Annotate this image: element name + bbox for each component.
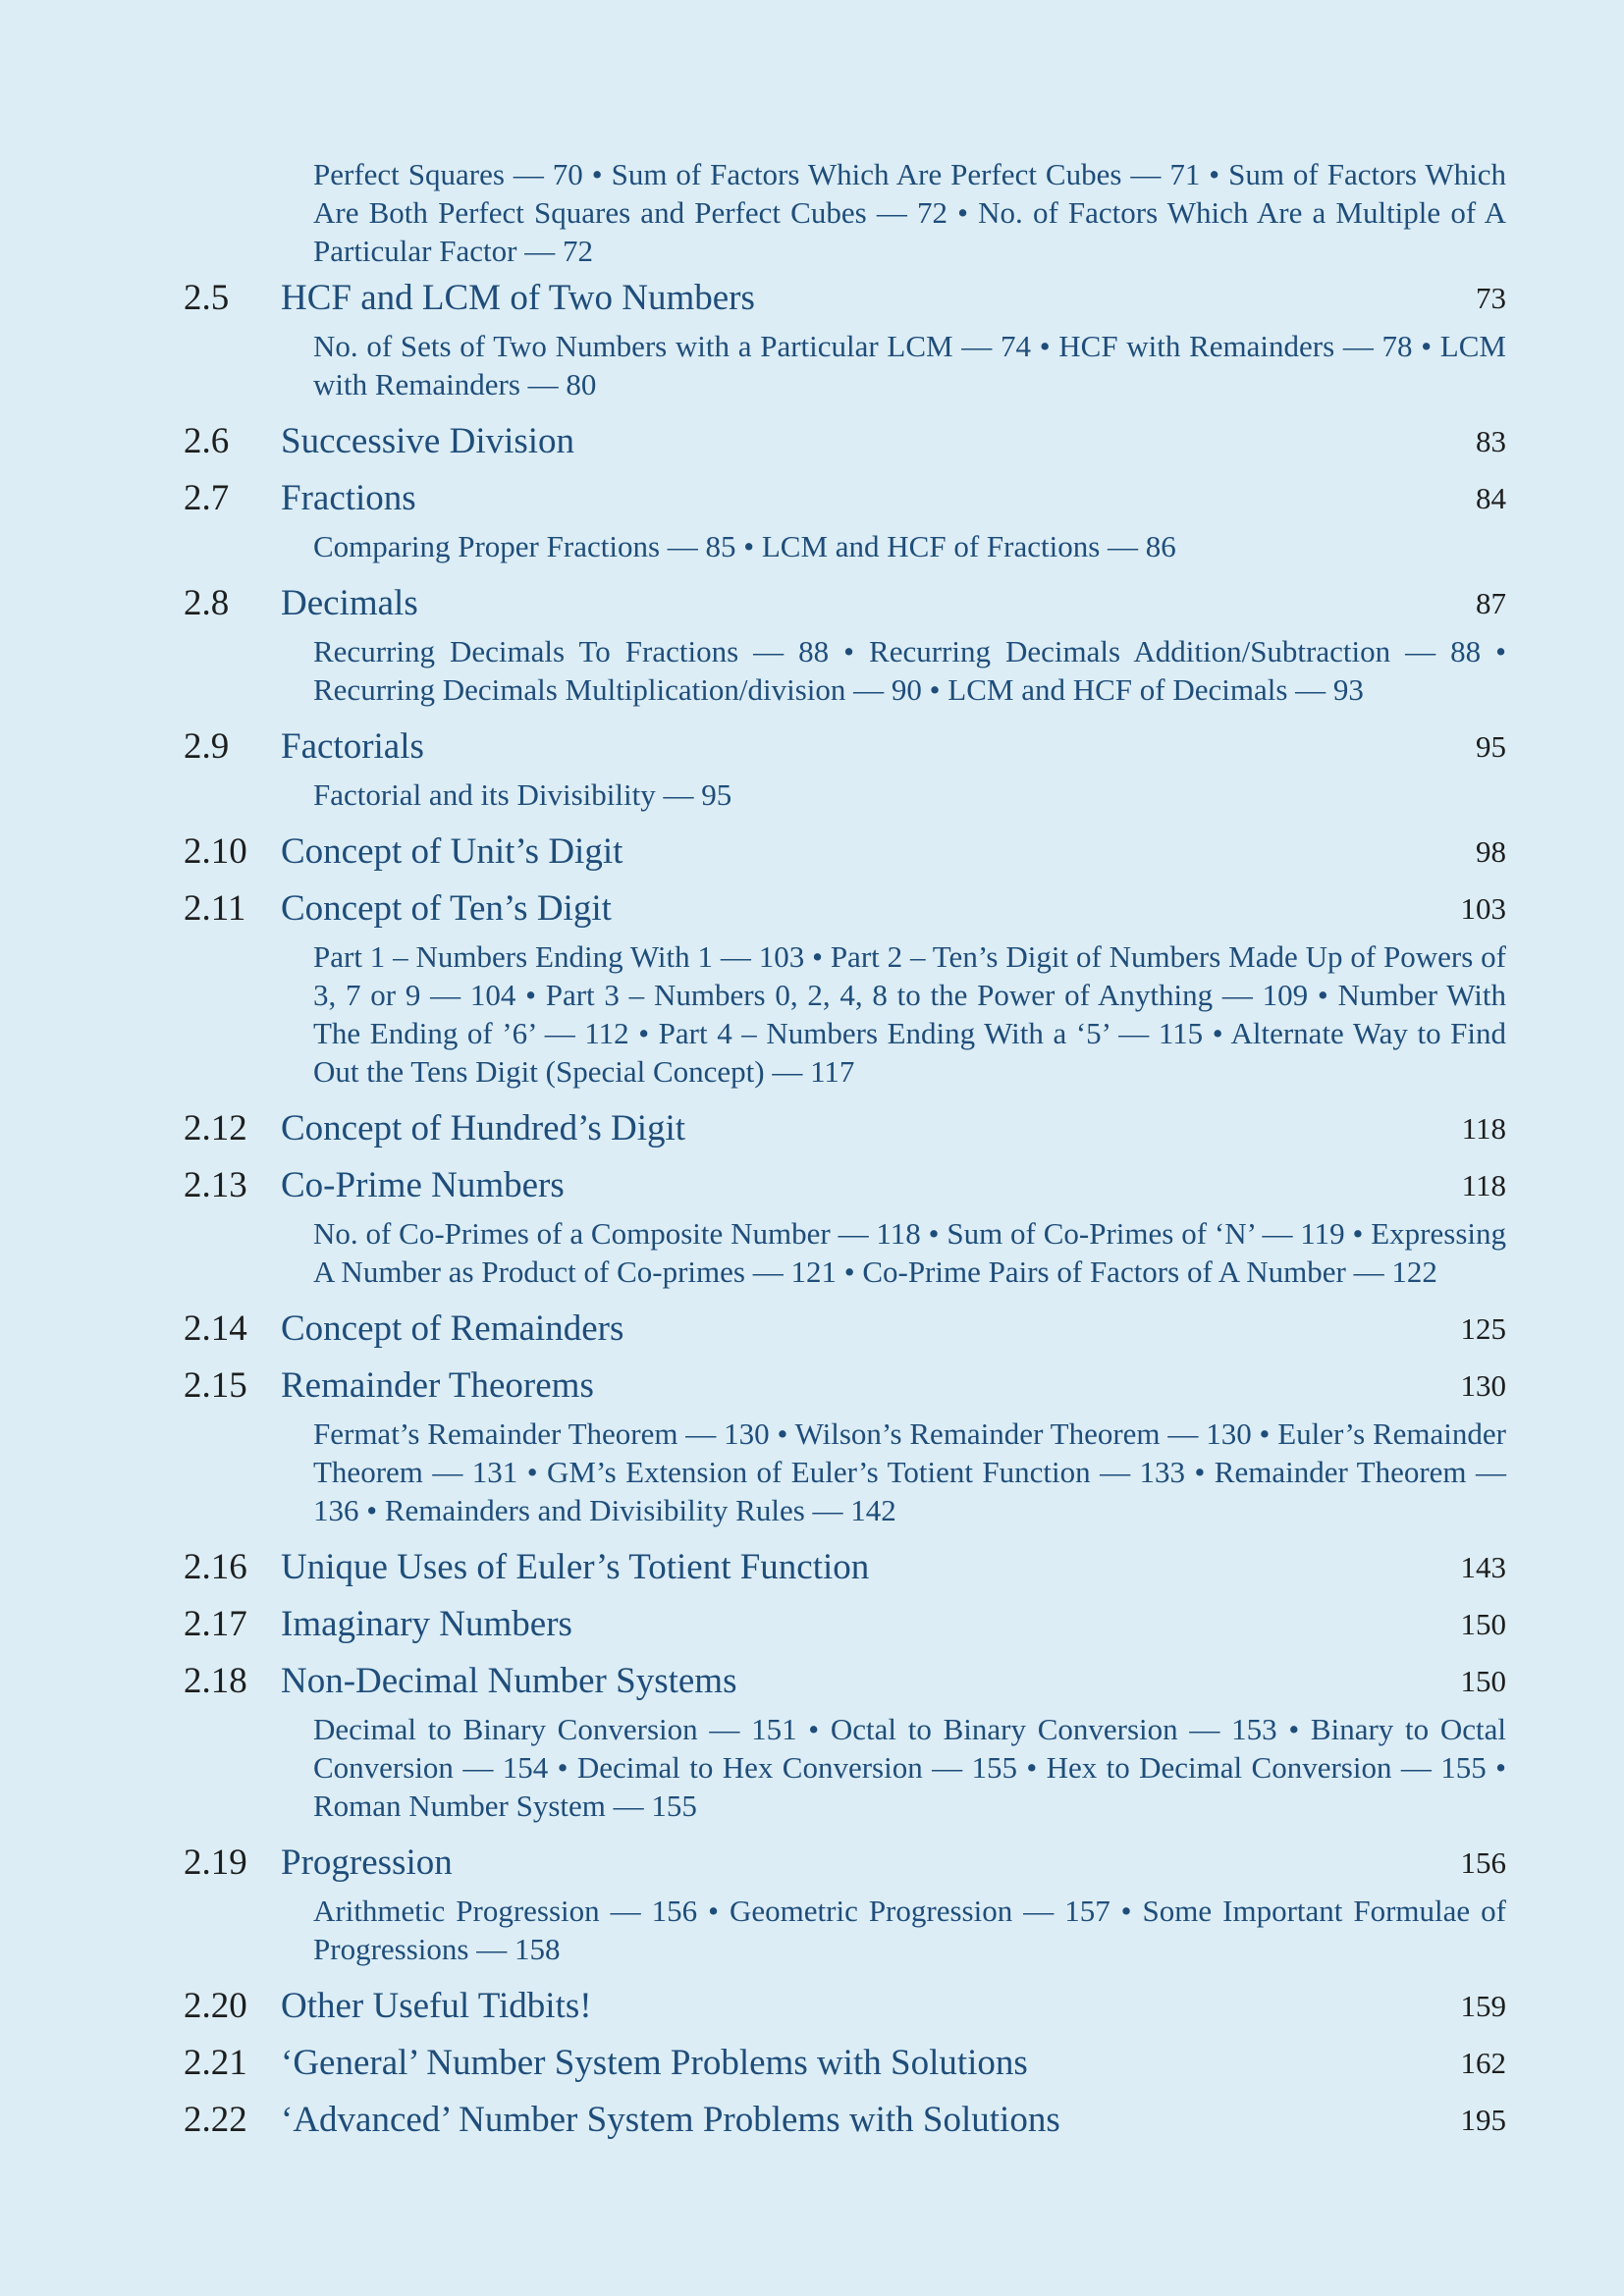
toc-entry-heading: [0, 1835, 1624, 1892]
page-number: 103: [1460, 891, 1506, 926]
toc-entry-heading: [0, 1358, 1624, 1415]
section-title: Concept of Hundred’s Digit: [281, 1108, 686, 1148]
section-title: Unique Uses of Euler’s Totient Function: [281, 1547, 870, 1587]
toc-entry-heading: [0, 824, 1624, 881]
section-title: ‘General’ Number System Problems with Solutions: [281, 2043, 1028, 2083]
page-number: 118: [1461, 1168, 1506, 1202]
subtopic-list: Comparing Proper Fractions — 85 • LCM and HCF of Fractions — 86: [313, 529, 1176, 563]
toc-entry: [0, 1539, 1624, 1596]
section-title: Non-Decimal Number Systems: [281, 1661, 737, 1701]
toc-entry-heading: [0, 1653, 1624, 1710]
subtopic-list: Fermat’s Remainder Theorem — 130 • Wilson’s Remainder Theorem — 130 • Euler’s Remainder Theorem — 131 • GM’s Extension of Euler’s Totient Function — 133 • Remainder Theorem — 136 • Remainders and Divisibility Rules — 142: [313, 1416, 1506, 1527]
toc-entry: [0, 824, 1624, 881]
section-title: Co-Prime Numbers: [281, 1165, 565, 1205]
section-title: Progression: [281, 1842, 453, 1883]
page-number: 87: [1476, 586, 1506, 620]
continued-subtopics: Perfect Squares — 70 • Sum of Factors Which Are Perfect Cubes — 71 • Sum of Factors Which Are Both Perfect Squares and Perfect Cubes — 72 • No. of Factors Which Are a Multiple of A Particular Factor — 72: [313, 157, 1506, 268]
section-title: Other Useful Tidbits!: [281, 1986, 592, 2026]
toc-entry-heading: [0, 1978, 1624, 2035]
page-number: 95: [1476, 729, 1506, 764]
section-number: 2.9: [184, 726, 230, 767]
toc-entry: [0, 1157, 1624, 1301]
toc-entry-heading: [0, 413, 1624, 470]
table-of-contents: [0, 155, 1624, 2149]
page-number: 118: [1461, 1111, 1506, 1146]
toc-entry: [0, 470, 1624, 575]
section-title: Concept of Unit’s Digit: [281, 831, 623, 872]
section-number: 2.11: [184, 888, 246, 929]
toc-entry: [0, 1301, 1624, 1358]
section-title: Successive Division: [281, 421, 575, 461]
section-number: 2.17: [184, 1604, 247, 1644]
subtopic-list: Decimal to Binary Conversion — 151 • Octal to Binary Conversion — 153 • Binary to Octal Conversion — 154 • Decimal to Hex Conversion — 155 • Hex to Decimal Conversion — 155 • Roman Number System — 155: [313, 1712, 1506, 1823]
subtopic-list: No. of Sets of Two Numbers with a Particular LCM — 74 • HCF with Remainders — 78 • LCM with Remainders — 80: [313, 329, 1506, 401]
section-number: 2.7: [184, 478, 230, 518]
section-title: ‘Advanced’ Number System Problems with Solutions: [281, 2100, 1060, 2140]
toc-entry: [0, 2092, 1624, 2149]
page-number: 150: [1460, 1664, 1506, 1698]
page-number: 143: [1460, 1550, 1506, 1584]
section-title: Imaginary Numbers: [281, 1604, 572, 1644]
section-title: Concept of Ten’s Digit: [281, 888, 612, 929]
toc-entry: [0, 270, 1624, 413]
subtopic-list: Arithmetic Progression — 156 • Geometric Progression — 157 • Some Important Formulae of Progressions — 158: [313, 1894, 1506, 1966]
subtopic-list: Factorial and its Divisibility — 95: [313, 777, 732, 812]
section-number: 2.19: [184, 1842, 247, 1883]
page-number: 83: [1476, 424, 1506, 458]
toc-entry: [0, 2035, 1624, 2092]
section-number: 2.20: [184, 1986, 247, 2026]
toc-entry-heading: [0, 719, 1624, 775]
section-title: Concept of Remainders: [281, 1308, 624, 1349]
toc-entry: [0, 1596, 1624, 1653]
toc-entry-heading: [0, 270, 1624, 327]
toc-entry: [0, 575, 1624, 719]
page-number: 195: [1460, 2103, 1506, 2137]
section-title: Remainder Theorems: [281, 1365, 594, 1406]
toc-entry: [0, 719, 1624, 824]
section-number: 2.10: [184, 831, 247, 872]
section-number: 2.8: [184, 583, 230, 623]
toc-entry: [0, 1978, 1624, 2035]
toc-entry-heading: [0, 1596, 1624, 1653]
toc-entry-heading: [0, 1157, 1624, 1214]
toc-entry-heading: [0, 1100, 1624, 1157]
page-number: 156: [1460, 1845, 1506, 1880]
section-title: Fractions: [281, 478, 416, 518]
toc-entry-heading: [0, 2035, 1624, 2092]
page-number: 73: [1476, 281, 1506, 315]
toc-entry: [0, 413, 1624, 470]
page-number: 130: [1460, 1368, 1506, 1403]
subtopic-list: No. of Co-Primes of a Composite Number — 118 • Sum of Co-Primes of ‘N’ — 119 • Expressing A Number as Product of Co-primes — 121 • Co-Prime Pairs of Factors of A Number — 122: [313, 1216, 1506, 1289]
page-number: 98: [1476, 834, 1506, 869]
toc-entry: [0, 1100, 1624, 1157]
section-number: 2.5: [184, 278, 230, 318]
section-title: Decimals: [281, 583, 418, 623]
toc-entry: [0, 1835, 1624, 1978]
subtopic-list: Recurring Decimals To Fractions — 88 • Recurring Decimals Addition/Subtraction — 88 • Recurring Decimals Multiplication/division — 90 • LCM and HCF of Decimals — 93: [313, 634, 1506, 707]
section-number: 2.13: [184, 1165, 247, 1205]
page-number: 84: [1476, 481, 1506, 515]
toc-entry-heading: [0, 881, 1624, 937]
toc-entry-heading: [0, 2092, 1624, 2149]
section-number: 2.15: [184, 1365, 247, 1406]
subtopic-list: Part 1 – Numbers Ending With 1 — 103 • Part 2 – Ten’s Digit of Numbers Made Up of Powers of 3, 7 or 9 — 104 • Part 3 – Numbers 0, 2, 4, 8 to the Power of Anything — 109 • Number With The Ending of ’6’ — 112 • Part 4 – Numbers Ending With a ‘5’ — 115 • Alternate Way to Find Out the Tens Digit (Special Concept) — 117: [313, 939, 1506, 1089]
section-title: Factorials: [281, 726, 424, 767]
toc-entry-heading: [0, 575, 1624, 632]
page-number: 162: [1460, 2046, 1506, 2080]
section-number: 2.14: [184, 1308, 247, 1349]
section-number: 2.21: [184, 2043, 247, 2083]
page-number: 125: [1460, 1311, 1506, 1346]
section-number: 2.16: [184, 1547, 247, 1587]
toc-entry-heading: [0, 1539, 1624, 1596]
section-number: 2.22: [184, 2100, 247, 2140]
toc-entry: [0, 881, 1624, 1100]
section-title: HCF and LCM of Two Numbers: [281, 278, 755, 318]
toc-entry-heading: [0, 470, 1624, 527]
section-number: 2.12: [184, 1108, 247, 1148]
page-number: 159: [1460, 1989, 1506, 2023]
page-number: 150: [1460, 1607, 1506, 1641]
section-number: 2.6: [184, 421, 230, 461]
toc-entry: [0, 1653, 1624, 1835]
section-number: 2.18: [184, 1661, 247, 1701]
toc-entry-heading: [0, 1301, 1624, 1358]
toc-list: [0, 270, 1624, 2149]
toc-entry: [0, 1358, 1624, 1539]
